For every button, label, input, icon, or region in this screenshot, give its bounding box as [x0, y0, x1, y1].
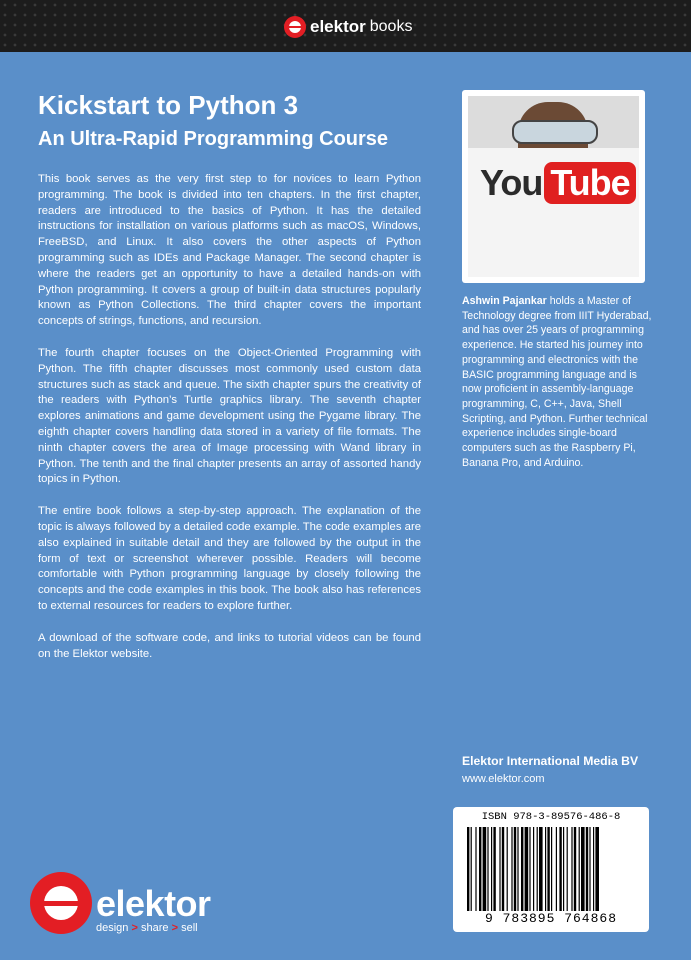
brand-suffix: books — [369, 18, 413, 35]
barcode-bars — [467, 827, 637, 911]
elektor-footer-logo — [30, 872, 211, 934]
tagline-sell: sell — [181, 922, 198, 934]
description-paragraph-1: This book serves as the very first step to for novices to learn Python programming. The book is divided into ten chapters. In the first chapter, readers are introduced to the basics of Python. It has the detailed instructions for installation on various platforms such as macOS, Windows, FreeBSD, and Linux. It also covers the other aspects of Python programming such as IDEs and Package Manager. The second chapter is where the readers get an opportunity to have a detailed hands-on with Python programming. It covers a group of built-in data structures popularly known as Python Collections. The third chapter covers the important concepts of strings, functions, and recursion. — [38, 173, 421, 328]
brand-name: elektor — [310, 17, 366, 36]
barcode-digits: 9 783895 764868 — [484, 911, 618, 926]
isbn-label: ISBN 978-3-89576-486-8 — [481, 811, 621, 823]
top-bar — [0, 0, 691, 52]
publisher-website: www.elektor.com — [462, 773, 545, 785]
isbn-barcode — [453, 807, 649, 932]
tagline-sep-1: > — [131, 922, 138, 934]
book-description — [38, 172, 421, 678]
tagline-sep-2: > — [171, 922, 179, 934]
publisher-name: Elektor International Media BV — [462, 754, 639, 768]
elektor-tagline — [96, 922, 211, 934]
book-subtitle: An Ultra-Rapid Programming Course — [38, 128, 389, 150]
author-bio-text: holds a Master of Technology degree from IIIT Hyderabad, and has over 25 years of programming experience. He started his journey into programming and electronics with the BASIC programming language and is now proficient in assembly-language programming, C, C++, Java, Shell Scripting, and Python. Further technical experience includes single-board computers such as the Raspberry Pi, Banana Pro, and Arduino. — [462, 295, 652, 469]
tagline-share: share — [140, 922, 169, 934]
author-photo — [462, 90, 645, 283]
elektor-e-icon — [284, 16, 306, 38]
youtube-you: You — [480, 162, 543, 203]
elektor-e-icon — [30, 872, 92, 934]
elektor-books-logo — [284, 14, 412, 40]
tagline-design: design — [96, 922, 129, 934]
youtube-tube: Tube — [544, 162, 635, 204]
description-paragraph-2: The fourth chapter focuses on the Object-Oriented Programming with Python. The fifth chapter discusses most commonly used custom data structures such as stack and queue. The sixth chapter spurs the creativity of the readers with Python’s Turtle graphics library. The seventh chapter explores animations and game development using the Pygame library. The eighth chapter covers handling data stored in a variety of file formats. The ninth chapter covers the area of Image processing with Wand library in Python. The tenth and the final chapter presents an array of assorted handy topics in Python. — [38, 346, 421, 486]
author-bio — [462, 294, 652, 470]
description-paragraph-3: The entire book follows a step-by-step approach. The explanation of the topic is always followed by a detailed code example. The code examples are also explained in suitable detail and they are followed by the output in the form of text or screenshot wherever possible. Readers will become comfortable with Python programming language by closely following the concepts and the code examples in this book. The book also has references to external resources for readers to explore further. — [38, 505, 421, 612]
elektor-wordmark: elektor — [96, 883, 211, 924]
goggles — [512, 120, 598, 144]
description-paragraph-4: A download of the software code, and links to tutorial videos can be found on the Elektor website. — [38, 631, 421, 660]
book-title: Kickstart to Python 3 — [38, 90, 299, 120]
author-name: Ashwin Pajankar — [462, 295, 547, 307]
youtube-logo — [480, 162, 636, 204]
